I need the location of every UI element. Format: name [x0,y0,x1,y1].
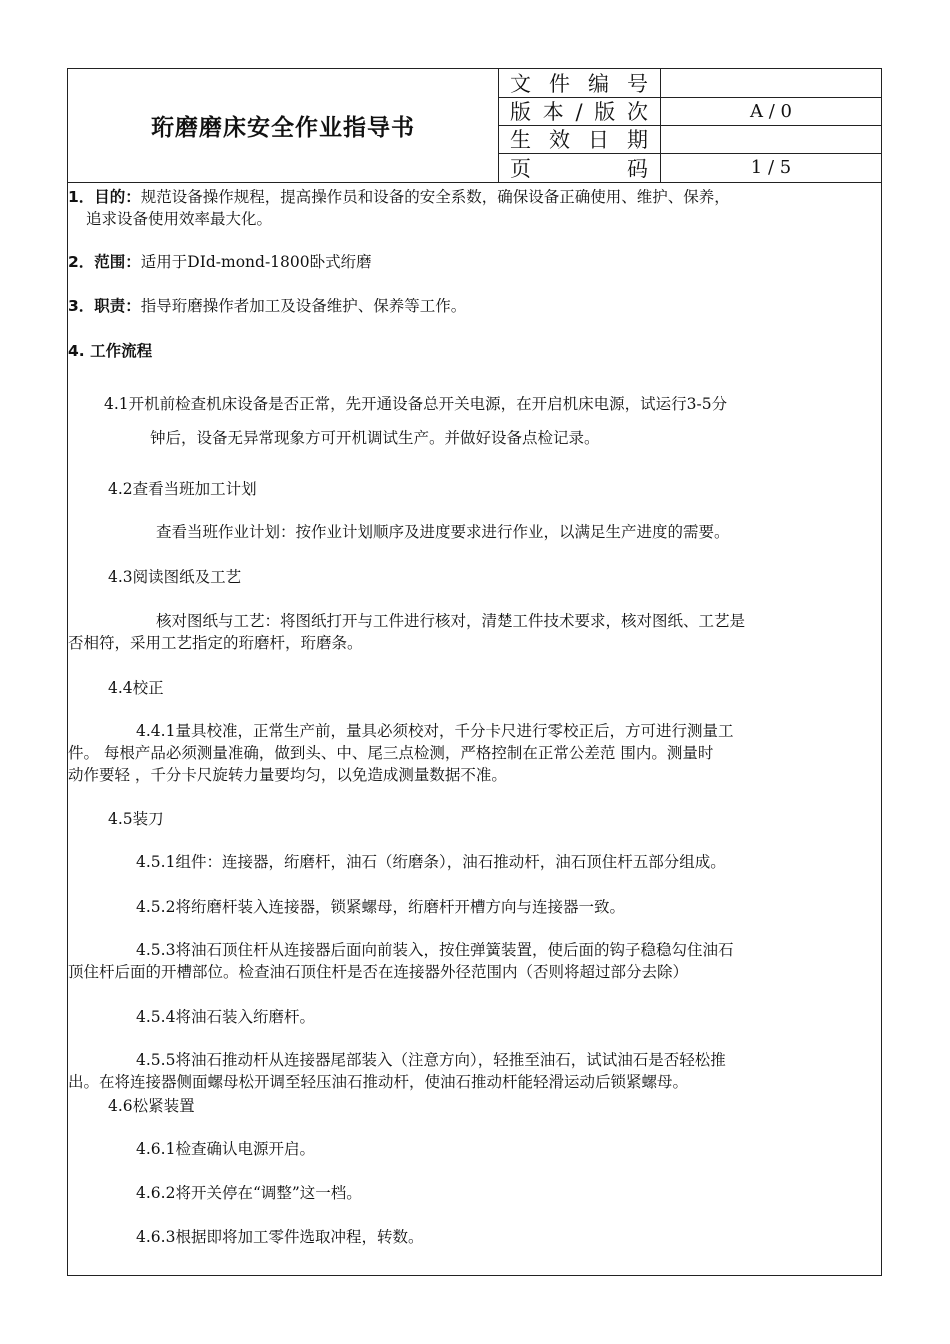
para-4-5-1: 4.5.1组件：连接器，绗磨杆，油石（绗磨条），油石推动杆，油石顶住杆五部分组成。 [136,853,726,871]
para-4-2: 4.2查看当班加工计划 [108,480,257,498]
title-cell [68,69,499,182]
effective-date-label: 生效日期 [510,128,648,152]
para-4-6: 4.6松紧装置 [108,1097,195,1115]
para-4-2-text: 查看当班作业计划：按作业计划顺序及进度要求进行作业，以满足生产进度的需要。 [156,523,730,541]
para-4-4-1-cont: 件。 每根产品必须测量准确，做到头、中、尾三点检测，严格控制在正常公差范 围内。测量时 [68,744,714,762]
version-row [498,97,881,126]
doc-no-label: 文件编号 [510,72,648,96]
page-row [498,153,881,182]
para-4-5: 4.5装刀 [108,810,164,828]
document-header [68,69,881,183]
para-4-1-cont: 钟后，设备无异常现象方可开机调试生产。并做好设备点检记录。 [150,429,600,447]
para-4-5-4: 4.5.4将油石装入绗磨杆。 [136,1008,315,1026]
para-4-6-3: 4.6.3根据即将加工零件选取冲程，转数。 [136,1228,424,1246]
version-label: 版本/版次 [510,100,648,124]
document-page [67,68,882,1276]
para-4-3: 4.3阅读图纸及工艺 [108,568,242,586]
version-value: A / 0 [750,100,792,122]
section-purpose-cont: 追求设备使用效率最大化。 [86,210,273,228]
para-4-6-2: 4.6.2将开关停在“调整”这一档。 [136,1184,362,1202]
effective-date-value [661,125,881,153]
page-value: 1 / 5 [750,157,792,178]
section-workflow-heading: 4. 工作流程 [68,342,153,360]
effective-date-row [498,125,881,154]
para-4-3-text-cont: 否相符，采用工艺指定的珩磨杆，珩磨条。 [68,634,363,652]
para-4-3-text: 核对图纸与工艺：将图纸打开与工件进行核对，清楚工件技术要求，核对图纸、工艺是 [156,612,746,630]
page-label: 页 码 [510,156,648,181]
para-4-4: 4.4校正 [108,679,164,697]
para-4-6-1: 4.6.1检查确认电源开启。 [136,1140,315,1158]
document-title: 珩磨磨床安全作业指导书 [151,115,415,141]
para-4-5-3: 4.5.3将油石顶住杆从连接器后面向前装入，按住弹簧装置，使后面的钩子稳稳勾住油石 [136,941,734,959]
para-4-5-3-cont: 顶住杆后面的开槽部位。检查油石顶住杆是否在连接器外径范围内（否则将超过部分去除） [68,963,689,981]
para-4-5-5: 4.5.5将油石推动杆从连接器尾部装入（注意方向），轻推至油石，试试油石是否轻松推 [136,1051,726,1069]
section-scope: 2．范围：适用于DId-mond-1800卧式绗磨 [68,253,372,271]
doc-no-value [661,69,881,97]
section-purpose: 1．目的：规范设备操作规程，提高操作员和设备的安全系数，确保设备正确使用、维护、保养， [68,188,730,206]
para-4-5-2: 4.5.2将绗磨杆装入连接器，锁紧螺母，绗磨杆开槽方向与连接器一致。 [136,898,625,916]
section-responsibility: 3．职责：指导珩磨操作者加工及设备维护、保养等工作。 [68,297,467,315]
doc-no-row [498,69,881,98]
para-4-4-1-cont2: 动作要轻 ，千分卡尺旋转力量要均匀，以免造成测量数据不准。 [68,766,507,784]
para-4-1: 4.1开机前检查机床设备是否正常，先开通设备总开关电源，在开启机床电源，试运行3-5分 [104,395,728,413]
para-4-4-1: 4.4.1量具校准，正常生产前，量具必须校对，千分卡尺进行零校正后，方可进行测量工 [136,722,734,740]
para-4-5-5-cont: 出。在将连接器侧面螺母松开调至轻压油石推动杆，使油石推动杆能轻滑运动后锁紧螺母。 [68,1073,689,1091]
